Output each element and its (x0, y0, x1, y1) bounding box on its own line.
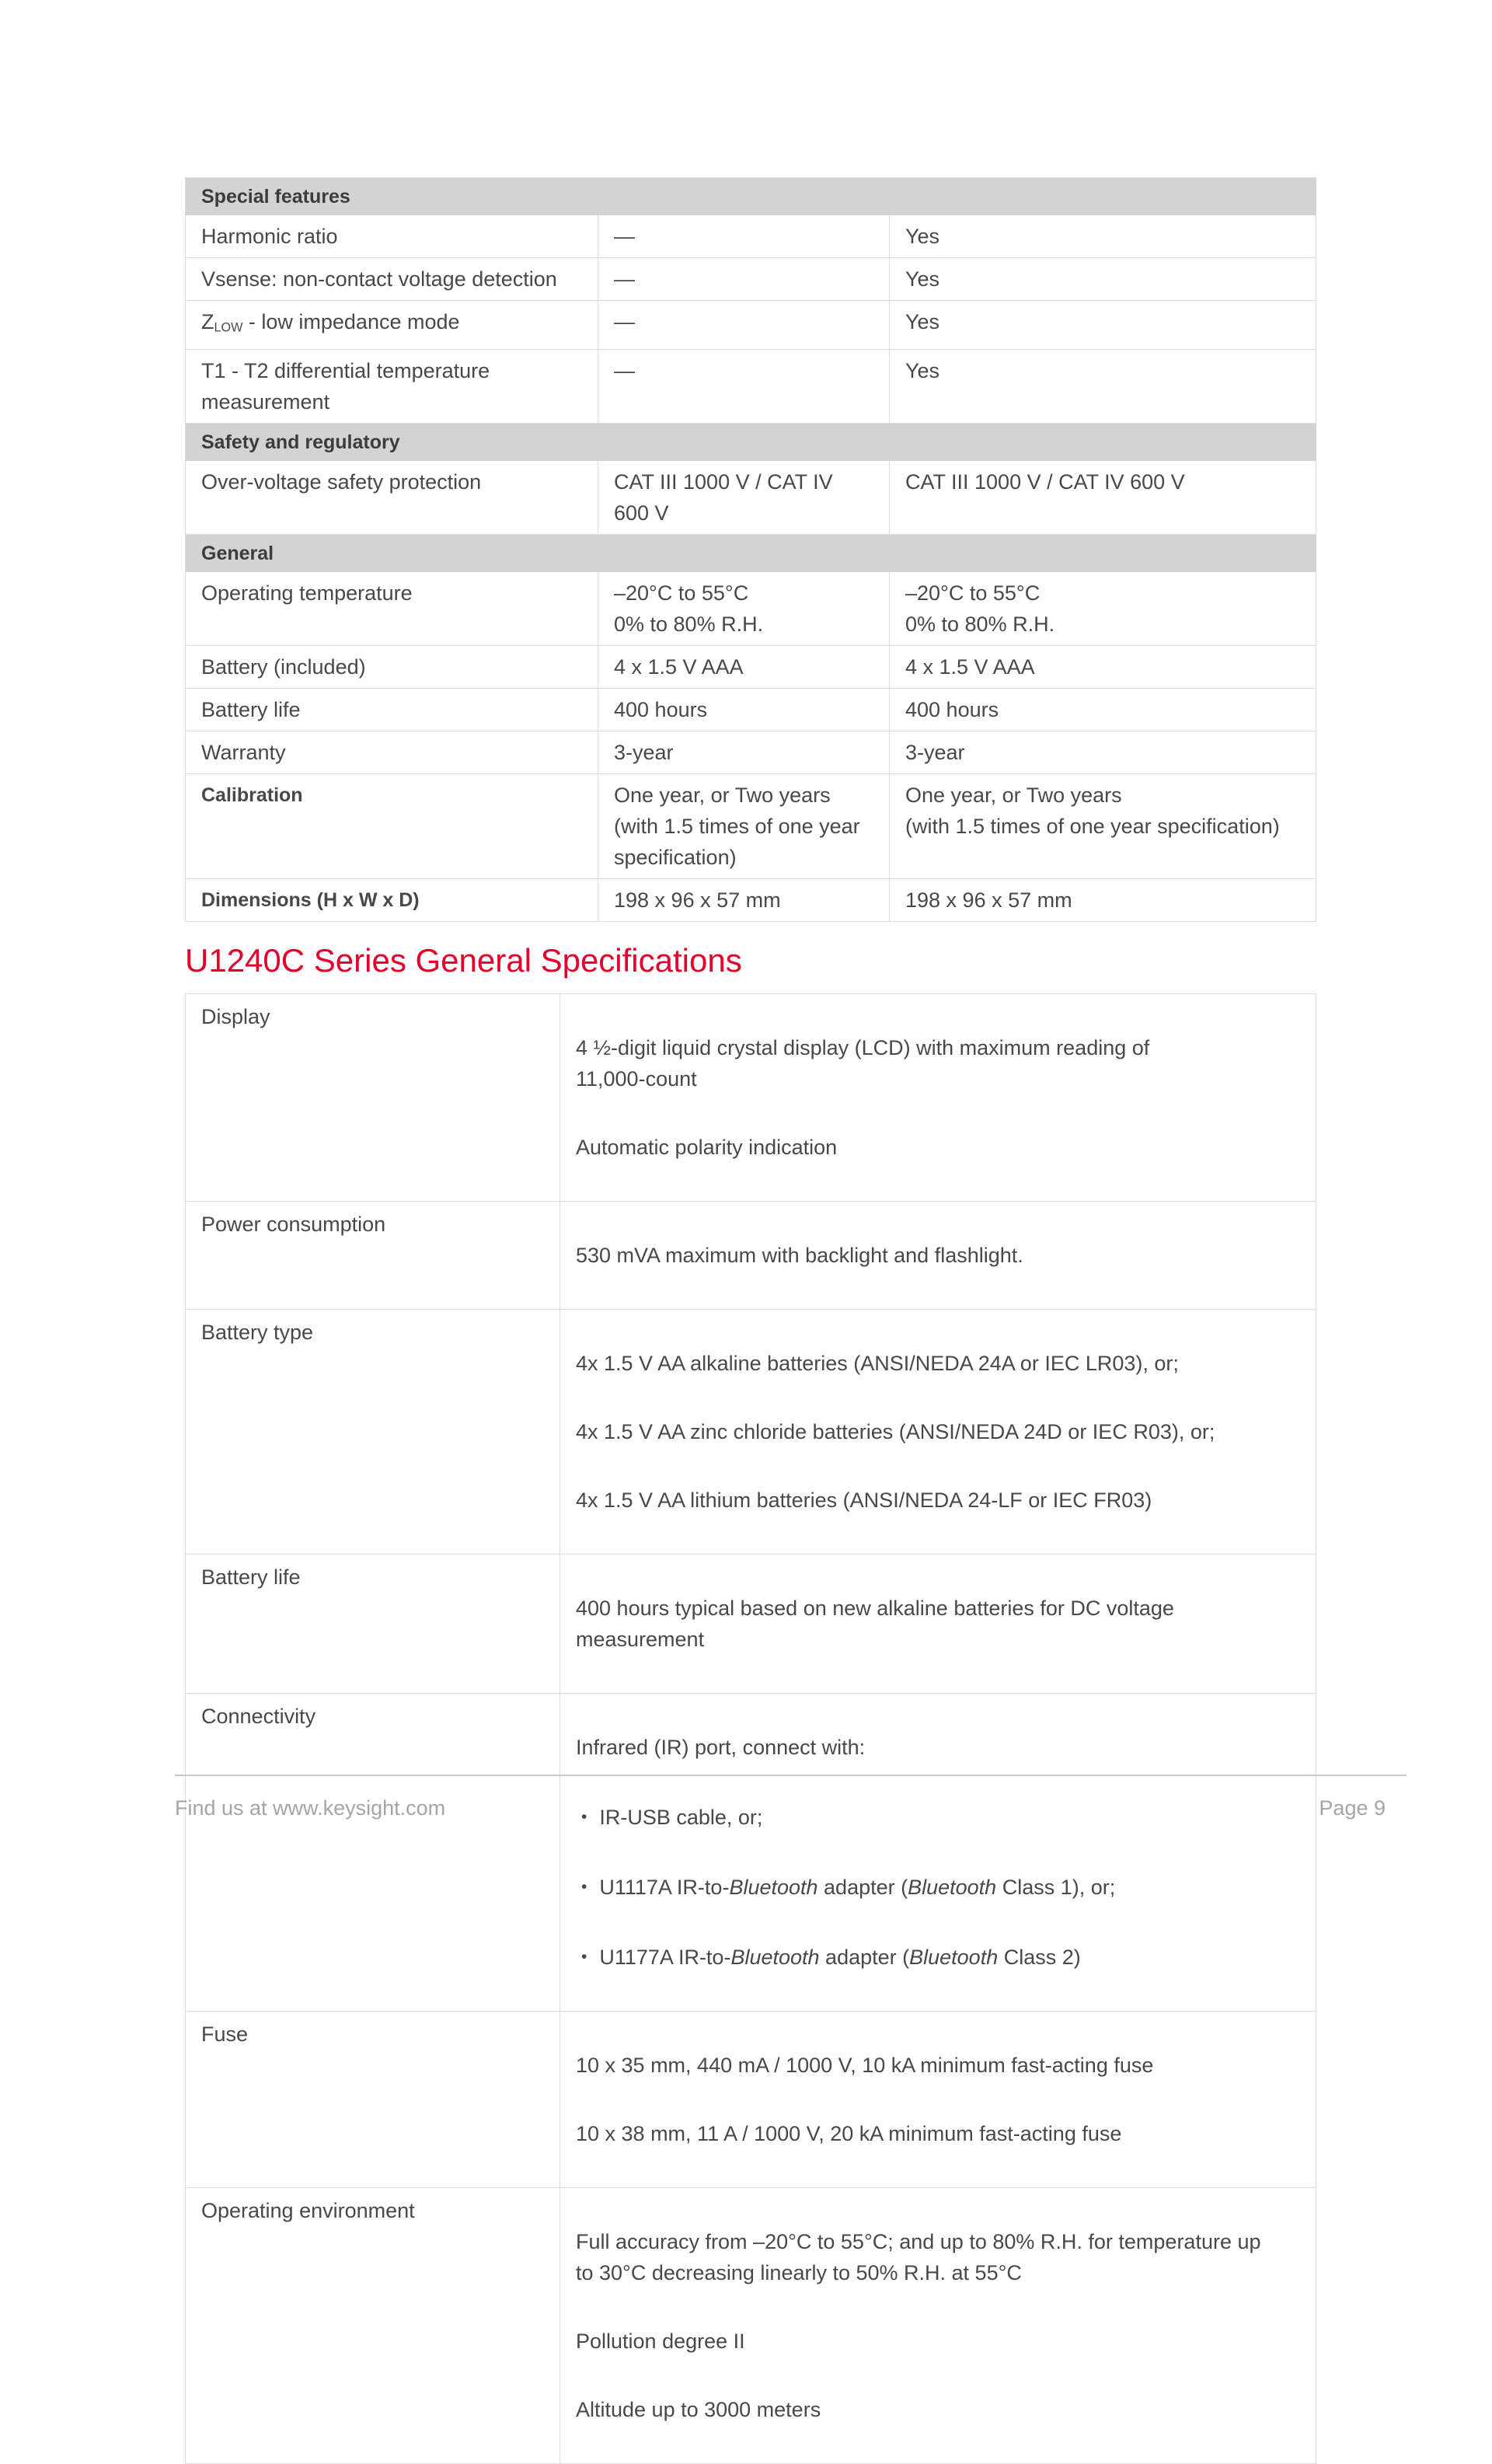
value-paragraph: 400 hours typical based on new alkaline batteries for DC voltage measurement (576, 1596, 1174, 1651)
row-label: Power consumption (186, 1202, 560, 1309)
row-value-col1: 198 x 96 x 57 mm (598, 879, 890, 921)
section-header-label: Safety and regulatory (201, 431, 400, 453)
row-value-col1: — (598, 301, 890, 349)
row-value-col1: 400 hours (598, 689, 890, 731)
table-row-battery-type (186, 1310, 1316, 1555)
row-value-col1: — (598, 215, 890, 257)
row-value-col1: –20°C to 55°C 0% to 80% R.H. (598, 572, 890, 645)
row-value-col1: CAT III 1000 V / CAT IV 600 V (598, 461, 890, 534)
table-row-vsense (186, 258, 1316, 301)
special-features-table (185, 177, 1316, 922)
value-paragraph: 10 x 38 mm, 11 A / 1000 V, 20 kA minimum fast-acting fuse (576, 2121, 1122, 2145)
table-row-fuse (186, 2012, 1316, 2188)
row-label: T1 - T2 differential temperature measurement (186, 350, 598, 423)
row-label: Warranty (186, 731, 598, 773)
value-paragraph: 530 mVA maximum with backlight and flashlight. (576, 1243, 1023, 1267)
row-label: Display (186, 994, 560, 1201)
bullet-text: IR-USB cable, or; (599, 1805, 763, 1829)
table-row-power-consumption (186, 1202, 1316, 1310)
row-label: Calibration (186, 774, 598, 878)
table-row-differential-temperature (186, 350, 1316, 424)
row-value-col1: — (598, 350, 890, 423)
row-value-col1: 3-year (598, 731, 890, 773)
section-heading: U1240C Series General Specifications (185, 941, 742, 979)
table-row-battery-life-general (186, 1555, 1316, 1694)
value-paragraph: Pollution degree II (576, 2329, 745, 2353)
row-value-col2: One year, or Two years (with 1.5 times of one year specification) (905, 783, 1280, 838)
row-label: Battery life (186, 689, 598, 731)
row-label: Connectivity (186, 1694, 560, 2011)
footer-page-number: Page 9 (1319, 1796, 1386, 1820)
row-value-col2: Yes (905, 358, 940, 382)
table-row-operating-environment (186, 2188, 1316, 2463)
value-paragraph: Full accuracy from –20°C to 55°C; and up to 80% R.H. for temperature up to 30°C decreasing linearly to 50% R.H. at 55°C (576, 2229, 1261, 2284)
general-specs-table (185, 993, 1316, 2464)
table-row-warranty (186, 731, 1316, 774)
row-value (560, 2012, 1316, 2187)
row-value-col2: CAT III 1000 V / CAT IV 600 V (905, 469, 1185, 494)
table-row-calibration (186, 774, 1316, 879)
row-value-col1: — (598, 258, 890, 300)
row-label: Fuse (186, 2012, 560, 2187)
footer-divider (175, 1775, 1407, 1776)
section-header-label: General (201, 542, 274, 564)
row-value-col1: 4 x 1.5 V AAA (598, 646, 890, 688)
row-label: Operating temperature (186, 572, 598, 645)
bullet-item (576, 1942, 1300, 1973)
value-paragraph: Infrared (IR) port, connect with: (576, 1735, 866, 1759)
row-label: Vsense: non-contact voltage detection (186, 258, 598, 300)
bullet-icon: • (581, 1807, 587, 1826)
row-value-col2: 3-year (905, 740, 965, 764)
bullet-icon: • (581, 1947, 587, 1966)
row-label: Battery type (186, 1310, 560, 1554)
row-value (560, 2188, 1316, 2463)
bullet-text: U1177A IR-to-Bluetooth adapter (Bluetooth Class 2) (599, 1945, 1081, 1969)
row-label: Battery (included) (186, 646, 598, 688)
row-label: Battery life (186, 1555, 560, 1693)
section-header-label: Special features (201, 186, 350, 208)
bullet-icon: • (581, 1877, 587, 1896)
row-value-col2: Yes (905, 310, 940, 333)
bullet-text: U1117A IR-to-Bluetooth adapter (Bluetooth Class 1), or; (599, 1875, 1116, 1899)
table-row-battery-included (186, 646, 1316, 689)
row-value-col2: Yes (905, 225, 940, 248)
footer-left-text: Find us at www.keysight.com (175, 1796, 446, 1820)
value-paragraph: 4 ½-digit liquid crystal display (LCD) with maximum reading of 11,000-count (576, 1035, 1150, 1091)
row-label: $Z_{LOW}$ - low impedance mode (186, 301, 598, 349)
row-value (560, 1310, 1316, 1554)
table-row-overvoltage (186, 461, 1316, 535)
row-value (560, 1202, 1316, 1309)
row-label: Dimensions (H x W x D) (186, 879, 598, 921)
section-header-special-features (186, 178, 1316, 215)
row-value (560, 1555, 1316, 1693)
value-paragraph: 4x 1.5 V AA zinc chloride batteries (ANSI/NEDA 24D or IEC R03), or; (576, 1419, 1215, 1443)
row-label: Operating environment (186, 2188, 560, 2463)
value-paragraph: 4x 1.5 V AA alkaline batteries (ANSI/NEDA 24A or IEC LR03), or; (576, 1351, 1179, 1375)
row-label: Harmonic ratio (186, 215, 598, 257)
row-value-col2: 400 hours (905, 697, 999, 721)
table-row-battery-life (186, 689, 1316, 731)
table-row-display (186, 994, 1316, 1202)
table-row-zlow (186, 301, 1316, 350)
page-content (185, 177, 1316, 2464)
row-value-col2: –20°C to 55°C 0% to 80% R.H. (905, 581, 1055, 636)
row-value-col1: One year, or Two years (with 1.5 times of one year specification) (598, 774, 890, 878)
bullet-item (576, 1872, 1300, 1903)
value-paragraph: 4x 1.5 V AA lithium batteries (ANSI/NEDA 24-LF or IEC FR03) (576, 1488, 1152, 1512)
value-paragraph: 10 x 35 mm, 440 mA / 1000 V, 10 kA minimum fast-acting fuse (576, 2053, 1154, 2077)
section-header-general (186, 535, 1316, 572)
value-paragraph: Altitude up to 3000 meters (576, 2397, 821, 2421)
table-row-harmonic-ratio (186, 215, 1316, 258)
value-paragraph: Automatic polarity indication (576, 1135, 838, 1159)
section-header-safety-regulatory (186, 424, 1316, 461)
row-label: Over-voltage safety protection (186, 461, 598, 534)
table-row-dimensions (186, 879, 1316, 921)
row-value-col2: 4 x 1.5 V AAA (905, 654, 1035, 679)
row-value (560, 994, 1316, 1201)
page-footer (175, 1792, 1386, 1824)
table-row-operating-temperature (186, 572, 1316, 646)
row-value-col2: Yes (905, 267, 940, 291)
table-row-connectivity (186, 1694, 1316, 2012)
row-value (560, 1694, 1316, 2011)
row-value-col2: 198 x 96 x 57 mm (905, 888, 1072, 912)
